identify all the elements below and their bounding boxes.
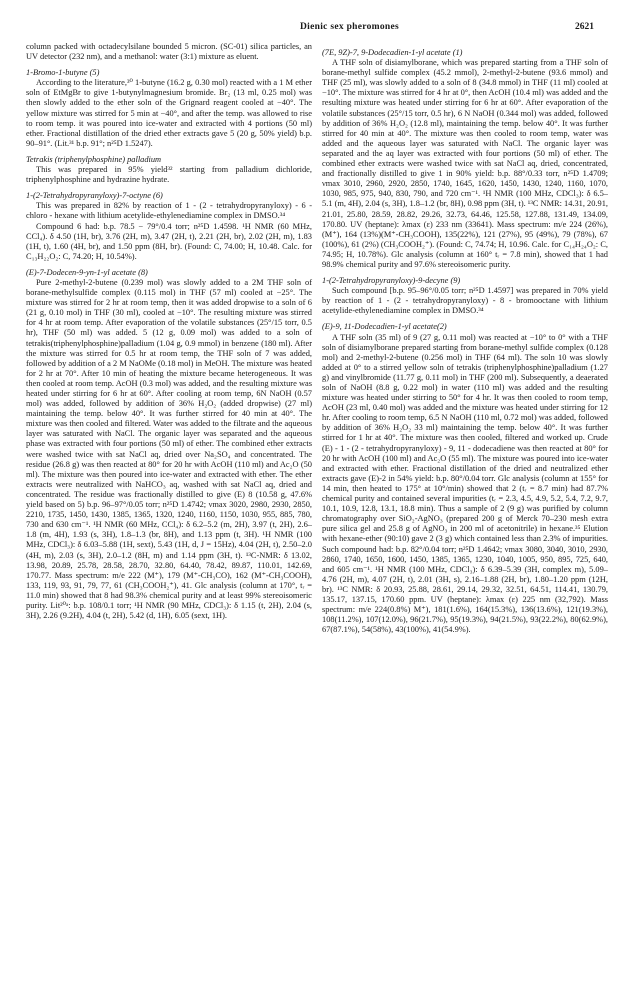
paragraph: Pure 2-methyl-2-butene (0.239 mol) was slowly added to a 2M THF soln of borane-methylsulfide complex (0.115 mol) in THF (57 ml) cooled at −25°. The mixture was stirred for 2 hr at room temp, then it was added dropwise to a soln of 6 (21 g, 0.10 mol) in THF (30 ml), cooled at −10°. The resulting mixture was stirred for 4 hr at room temp. After evaporation of the volatile substances (25°/15 torr, 0.5 hr), THF (50 ml) was added. 5 (12 g, 0.09 mol) was added to a soln of tetrakis(triphenylphosphine)palladium (1.04 g, 0.9 mmol) in benzene (180 ml). After the mixture was stirred for 0.5 hr at room temp, the THF soln of 7 was added, followed by addition of a 2 M NaOMe (0.18 mol) in MeOH. The mixture was heated for 2 hr at 70°. After 10 min of heating the mixture became heterogeneous. It was then cooled at room temp. AcOH (0.3 mol) was added, and the resulting mixture was heated under stirring for 6 hr at 60°. After cooling at room temp, 6N NaOH (0.57 mol) was added, followed by addition of 36% H₂O₂ (added dropwise) (27 ml) maintaining the temp. below 40°. It was further stirred for 40 min at 40°. The mixture was then cooled and filtered. Water was added to the filtrate and the aqueous layer was saturated with NaCl. The organic layer was separated and the aqueous phase was extracted with four portions (50 ml) of ether. The combined ether extracts were washed twice with sat NaCl aq, dried over Na₂SO₄ and concentrated. The residue (26.8 g) was then reacted at 80° for 20 hr with AcOH (110 ml) and Ac₂O (50 ml). The mixture was then poured into ice-water and extracted with ether. The ether extracts were neutralized with NaHCO₃ aq, washed with sat NaCl aq, dried and concentrated. The residue was fractionally distilled to give (E) 8 (10.58 g, 47.6% yield based on 5) b.p. 96–97°/0.05 torr; n²⁵D 1.4742; νmax 3020, 2980, 2930, 2850, 2210, 1735, 1450, 1430, 1385, 1365, 1320, 1240, 1160, 1150, 1030, 955, 885, 780, 730 and 630 cm⁻¹. ¹H NMR (60 MHz, CCl₄): δ 6.2–5.2 (m, 2H), 3.97 (t, 2H), 2.6–1.8 (m, 4H), 1.93 (s, 3H), 1.8–1.3 (br, 8H), and 1.13 ppm (t, 3H). ¹H NMR (100 MHz, CDCl₃): δ 6.03–5.88 (1H, sext), 5.43 (1H, d, J = 15Hz), 4.04 (2H, t), 2.50–2.0 (4H, m), 2.03 (s, 3H), 2.0–1.2 (8H, m) and 1.14 ppm (3H, t). ¹³C-NMR: δ 13.02, 13.98, 20.89, 25.78, 28.58, 28.70, 32.80, 64.40, 78.42, 89.87, 110.01, 142.69, 170.77. Mass spectrum: m/e 222 (M⁺), 179 (M⁺-CH₃CO), 162 (M⁺-CH₃COOH), 133, 119, 93, 91, 79, 77, 61 (CH₃COOH₂⁺), 41. Glc analysis (column at 170°, tᵣ = 11.0 min) showed that 8 had 98.3% chemical purity and at least 99% stereoisomeric purity. Lit²⁰ᵃ: b.p. 108/0.1 torr; ¹H NMR (90 MHz, CDCl₃): δ 1.15 (t, 2H), 2.04 (s, 3H), 2.26 (9.2H), 4.04 (t, 2H), 5.42 (d, 1H), 6.05 (sext, 1H). <box>26 277 312 621</box>
section-heading: 1-(2-Tetrahydropyranyloxy)-7-octyne (6) <box>26 191 163 201</box>
section-heading: (7E, 9Z)-7, 9-Dodecadien-1-yl acetate (1) <box>322 48 463 57</box>
section-heading: 1-Bromo-1-butyne (5) <box>26 68 100 78</box>
left-column <box>26 42 312 621</box>
paragraph: A THF soln (35 ml) of 9 (27 g, 0.11 mol) was reacted at −10° to 0° with a THF soln of disiamylborane prepared starting from borane-methyl sulfide complex (0.128 mol) and 2-methyl-2-butene (0.256 mol) in THF (64 ml). The soln 10 was slowly added at 0° to a stirred yellow soln of tetrakis (triphenylphosphine)palladium (1.27 g) and vinylbromide (11.77 g, 0.11 mol) in THF (200 ml). Subsequently, a deaerated soln of NaOH (8.8 g, 0.22 mol) in water (110 ml) was added and the resulting mixture was heated under stirring to 50° for 4 hr. It was then cooled to room temp, AcOH (23 ml, 0.40 mol) was added and the mixture was heated under stirring for 12 hr. After cooling to room temp, 6.5 N NaOH (110 ml, 0.72 mol) was added, followed by addition of 36% H₂O₂ 33 ml) maintaining the temp. below 40°. It was further stirred for 1 hr at 40°. The mixture was then cooled, filtered and worked up. Crude (E) - 1 - (2 - tetrahydropyranyloxy) - 9, 11 - dodecadiene was then reacted at 80° for 20 hr with AcOH (100 ml) and Ac₂O (55 ml). The mixture was poured into ice-water and extracted with ether. Fractional distillation of the dried and neutralized ether extracts gave (E)-2 in 54% yield: b.p. 80°/0.04 torr. Glc analysis (column at 155° for 14 min, then heated to 175° at 10°/min) showed that 2 (tᵣ = 8.7 min) had 87.7% chemical purity and contained several impurities (tᵣ = 2.3, 4.5, 4.9, 5.2, 5.4, 7.2, 9.7, 10.1, 10.9, 12.8, 13.1, 18.8 min). Thus a sample of 2 (9 g) was purified by column chromatography over SiO₂-AgNO₃ (prepared 200 g of Merck 70–230 mesh extra pure silica gel and 25.8 g of AgNO₃ in 200 ml of acetonitrile) in hexane.³⁵ Elution with hexane-ether (90:10) gave 2 (3 g) which contained less than 2.3% of impurities. Such compound had: b.p. 82°/0.04 torr; n²⁵D 1.4642; νmax 3080, 3040, 3010, 2930, 2860, 1740, 1650, 1600, 1450, 1385, 1365, 1230, 1040, 1005, 950, 895, 725, 640, and 605 cm⁻¹. ¹H NMR (100 MHz, CDCl₃): δ 6.39–5.39 (3H, complex m), 5.09–4.76 (2H, m), 4.07 (2H, t), 2.01 (3H, s), 2.16–1.88 (2H, br), 1.80–1.20 ppm (12H, br). ¹³C NMR: δ 20.93, 25.88, 28.61, 29.14, 29.32, 32.51, 64.51, 114.41, 130.79, 135.17, 137.15, 170.60 ppm. UV (heptane): λmax (ε) 225 nm (32,792). Mass spectrum: m/e 224(0.8%) M⁺), 181(1.6%), 164(15.3%), 136(13.6%), 121(19.3%), 108(11.2%), 107(12.0%), 96(21.7%), 95(19.3%), 94(21.5%), 93(22.2%), 80(62.9%), 67(87.1%), 54(58%), 43(100%), 41(54.9%). <box>322 332 608 635</box>
right-column <box>322 42 608 635</box>
paragraph: This was prepared in 95% yield³² starting from palladium dichloride, triphenylphosphine and hydrazine hydrate. <box>26 165 312 185</box>
paragraph: column packed with octadecylsilane bounded 5 micron. (SC-01) silica particles, an UV detector (232 nm), and a methanol: water (3:1) mixture as eluent. <box>26 42 312 62</box>
paragraph: Compound 6 had: b.p. 78.5 − 79°/0.4 torr; n²⁵D 1.4598. ¹H NMR (60 MHz, CCl₄). δ 4.50 (1H, br), 3.76 (2H, m), 3.47 (2H, t), 2.21 (2H, br), 2.02 (2H, m), 1.83 (1H, t), 1.60 (4H, br), and 1.50 ppm (8H, br). (Found: C, 74.00; H, 10.48. Calc. for C₁₃H₂₂O₂: C, 74.20; H, 10.54%). <box>26 221 312 261</box>
paragraph: Such compound [b.p. 95–96°/0.05 torr; n²⁵D 1.4597] was prepared in 70% yield by reaction of 1 - (2 - tetrahydropyranyloxy) - 8 - bromooctane with lithium acetylide-ethylenediamine complex in DMSO.³⁴ <box>322 286 608 316</box>
section-heading: 1-(2-Tetrahydropyranyloxy)-9-decyne (9) <box>322 276 461 286</box>
section-heading: Tetrakis (triphenylphosphine) palladium <box>26 154 162 164</box>
paragraph: A THF soln of disiamylborane, which was prepared starting from a THF soln of borane-methyl sulfide complex (45.2 mmol), 2-methyl-2-butene (93.6 mmol) and THF (25 ml), was slowly added to a soln of 8 (34.8 mmol) in THF (11 ml) cooled at −10°. The mixture was stirred for 4 hr at 0°, then AcOH (10.4 ml) was added and the resulting mixture was heated under stirring for 6 hr at 60°. After evaporation of the volatile substances (25°/15 torr, 0.5 hr), 6 N NaOH (0.344 mol) was added, followed by addition of 36% H₂O₂ (12.8 ml), maintaining the temp. below 40°. It was further stirred for 40 min at 40°. The mixture was then cooled to room temp, water was added and the aqueous layer was saturated with NaCl. The organic layer was separated and the aq layer was extracted with four portions (50 ml) of ether. The combined ether extracts were washed twice with sat NaCl aq, dried, concentrated, and fractionally distilled to give 1 in 90% yield: b.p. 88°/0.33 torr, n²⁵D 1.4709; νmax 3010, 2960, 2920, 2850, 1740, 1645, 1620, 1450, 1430, 1240, 1160, 1070, 1030, 985, 975, 940, 830, 790, and 720 cm⁻¹. ¹H NMR (100 MHz, CDCl₃): δ 6.5–5.1 (m, 4H), 2.04 (s, 3H), 1.8–1.2 (br, 8H), 0.98 ppm (3H, t). ¹³C NMR: 14.31, 20.91, 21.01, 25.80, 28.59, 28.82, 29.26, 32.73, 64.46, 125.58, 127.88, 131.49, 134.09, 170.80. UV (heptane): λmax (ε) 233 nm (33641). Mass spectrum: m/e 224 (26%), (M⁺), 164 (13%)(M⁺-CH₃COOH), 135(22%), 121 (27%), 95 (49%), 79 (78%), 67 (100%), 61 (2%) (CH₃COOH₂⁺). (Found: C, 74.74; H, 10.96. Calc. for C₁₄H₂₄O₂: C, 74.95; H, 10.78%). Glc analysis (column at 160° tᵣ = 7.8 min), showed that 1 had 98.9% chemical purity and 97.6% stereoisomeric purity. <box>322 58 608 269</box>
paragraph: According to the literature,³⁰ 1-butyne (16.2 g, 0.30 mol) reacted with a 1 M ether soln of EtMgBr to give 1-butynylmagnesium bromide. Br₂ (13 ml, 0.25 mol) was then slowly added to the ether soln of the Grignard reagent cooled at −40°. The yellow mixture was stirred for 5 min at −40°, and after the temp. was allowed to rise to room temp. it was poured into ice-water and extracted with 4 portions (50 ml) ether. Fractional distillation of the dried ether extracts gave 5 (20 g, 50% yield) b.p. 90–91°. (Lit.³¹ b.p. 91°; n²⁵D 1.5247). <box>26 78 312 148</box>
paragraph: This was prepared in 82% by reaction of 1 - (2 - tetrahydropyranyloxy) - 6 - chloro - hexane with lithium acetylide-ethylenediamine complex in DMSO.³⁴ <box>26 201 312 221</box>
section-heading: (E)-7-Dodecen-9-yn-1-yl acetate (8) <box>26 267 148 277</box>
page-number: 2621 <box>575 22 594 32</box>
section-heading: (E)-9, 11-Dodecadien-1-yl acetate(2) <box>322 322 447 332</box>
running-title: Dienic sex pheromones <box>300 22 400 32</box>
